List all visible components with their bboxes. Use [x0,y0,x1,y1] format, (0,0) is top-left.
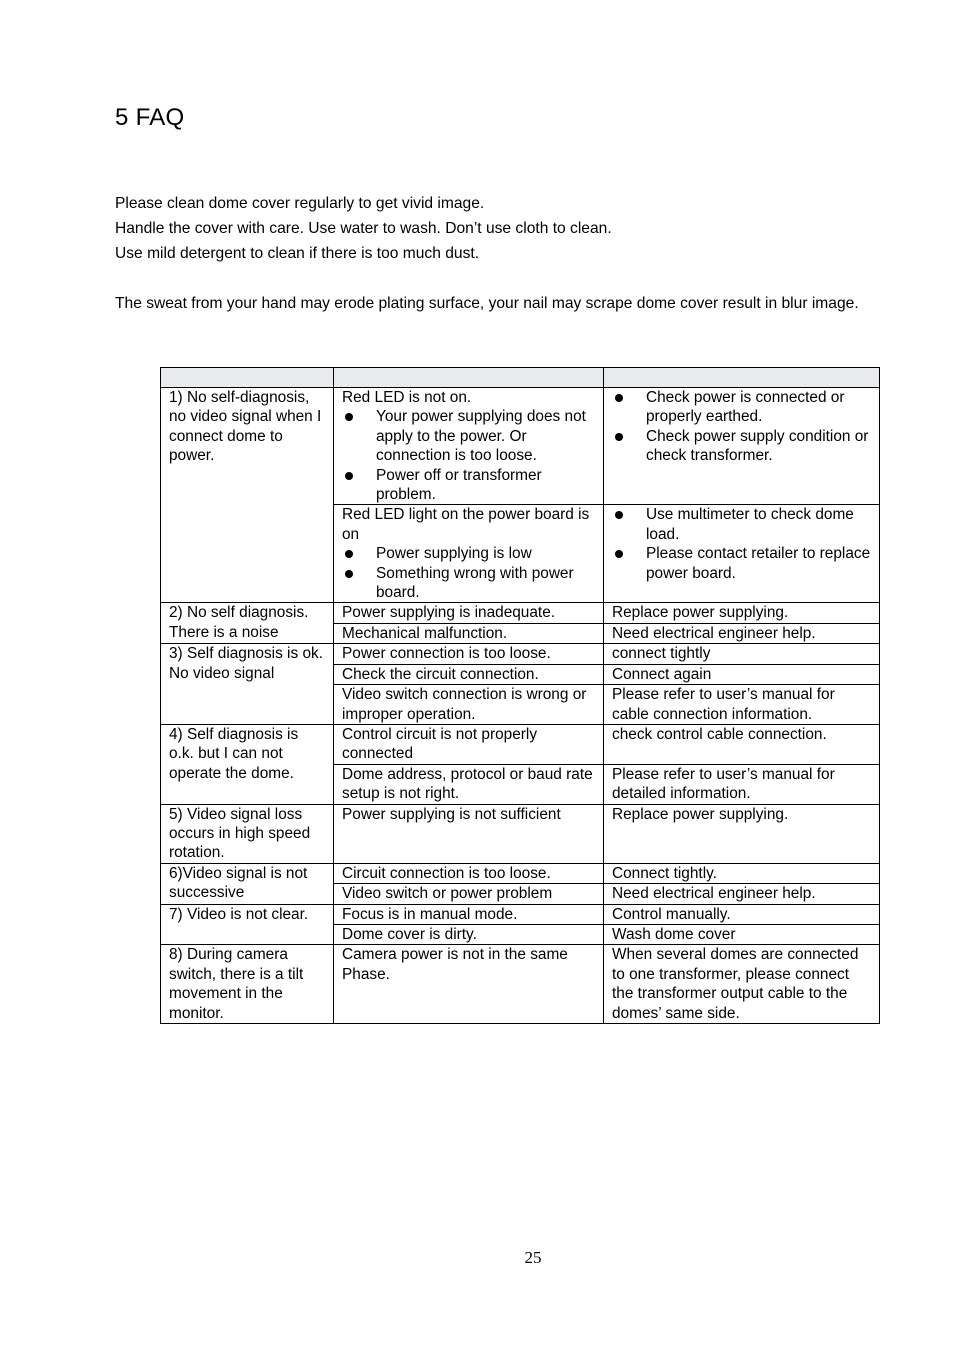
cause-text: Circuit connection is too loose. [342,864,551,882]
cause-text: Camera power is not in the same Phase. [342,946,568,983]
solution-cell [604,884,880,904]
solution-bullet-item: Use multimeter to check dome load. [612,505,873,544]
solution-cell [604,764,880,804]
table-row [161,603,880,623]
solution-bullet-list [612,505,873,583]
solution-text: Control manually. [612,905,731,923]
cause-text: Focus is in manual mode. [342,905,518,923]
table-row [161,945,880,1024]
solution-cell [604,505,880,603]
solution-bullet-item: Check power is connected or properly earthed. [612,388,873,427]
solution-text: Connect again [612,665,712,683]
faq-table [160,367,880,1024]
cause-cell [334,664,604,684]
page-number: 25 [524,1248,542,1267]
problem-cell: 6)Video signal is not successive [161,863,334,904]
solution-cell [604,623,880,643]
cause-text: Video switch or power problem [342,885,553,903]
table-row [161,904,880,924]
solution-cell [604,685,880,725]
solution-text: Please refer to user’s manual for cable connection information. [612,686,835,723]
cause-bullet-list [342,544,597,602]
cause-cell [334,904,604,924]
problem-cell: 1) No self-diagnosis, no video signal when I connect dome to power. [161,388,334,603]
solution-text: check control cable connection. [612,725,827,743]
cause-cell [334,388,604,505]
cause-cell [334,924,604,944]
problem-cell: 3) Self diagnosis is ok. No video signal [161,644,334,725]
solution-text: Connect tightly. [612,864,717,882]
cause-bullet-list [342,407,597,504]
cause-cell [334,603,604,623]
cause-cell [334,945,604,1024]
solution-bullet-list [612,388,873,466]
problem-cell: 5) Video signal loss occurs in high speed rotation. [161,804,334,863]
cause-text: Video switch connection is wrong or improper operation. [342,686,587,723]
cause-text: Dome cover is dirty. [342,925,477,943]
solution-cell [604,945,880,1024]
table-row [161,644,880,664]
problem-cell: 2) No self diagnosis. There is a noise [161,603,334,644]
solution-cell [604,388,880,505]
cause-cell [334,764,604,804]
cause-cell [334,804,604,863]
cause-cell [334,685,604,725]
solution-cell [604,724,880,764]
solution-cell [604,924,880,944]
cause-text: Power supplying is inadequate. [342,604,556,622]
solution-text: Need electrical engineer help. [612,885,816,903]
solution-cell [604,904,880,924]
solution-text: When several domes are connected to one transformer, please connect the transformer output cable to the domes’ same side. [612,946,859,1022]
cause-cell [334,724,604,764]
solution-text: Need electrical engineer help. [612,624,816,642]
cause-cell [334,884,604,904]
solution-bullet-item: Please contact retailer to replace power board. [612,544,873,583]
header-cell-cause [334,368,604,388]
cause-text: Power connection is too loose. [342,645,551,663]
cause-text: Check the circuit connection. [342,665,539,683]
maintenance-warning-paragraph: The sweat from your hand may erode plating surface, your nail may scrape dome cover result in blur image. [115,295,859,312]
solution-text: connect tightly [612,645,711,663]
table-row [161,724,880,764]
table-row [161,804,880,863]
header-cell-solution [604,368,880,388]
problem-cell: 8) During camera switch, there is a tilt movement in the monitor. [161,945,334,1024]
problem-cell: 4) Self diagnosis is o.k. but I can not operate the dome. [161,724,334,804]
cause-cell [334,863,604,883]
cause-text: Mechanical malfunction. [342,624,508,642]
maintenance-paragraph-2: Handle the cover with care. Use water to wash. Don’t use cloth to clean. [115,220,612,237]
solution-cell [604,644,880,664]
cause-text: Power supplying is not sufficient [342,805,561,823]
faq-table-body [161,388,880,1024]
solution-text: Replace power supplying. [612,805,789,823]
cause-text: Red LED light on the power board is on [342,506,590,543]
header-cell-problem [161,368,334,388]
cause-text: Red LED is not on. [342,389,472,406]
section-heading: 5 FAQ [115,104,185,131]
solution-text: Replace power supplying. [612,604,789,622]
solution-cell [604,804,880,863]
maintenance-paragraph-3: Use mild detergent to clean if there is too much dust. [115,245,480,262]
solution-bullet-item: Check power supply condition or check transformer. [612,427,873,466]
solution-text: Please refer to user’s manual for detailed information. [612,765,835,803]
cause-bullet-item: Power supplying is low [342,544,597,563]
maintenance-paragraph-1: Please clean dome cover regularly to get vivid image. [115,195,485,212]
cause-bullet-item: Something wrong with power board. [342,564,597,603]
cause-bullet-item: Power off or transformer problem. [342,466,597,505]
cause-cell [334,644,604,664]
table-row [161,863,880,883]
problem-cell: 7) Video is not clear. [161,904,334,945]
cause-cell [334,505,604,603]
table-row [161,388,880,505]
solution-cell [604,664,880,684]
cause-text: Dome address, protocol or baud rate setup is not right. [342,765,593,803]
table-header-row [161,368,880,388]
cause-cell [334,623,604,643]
solution-cell [604,603,880,623]
solution-cell [604,863,880,883]
solution-text: Wash dome cover [612,925,736,943]
cause-text: Control circuit is not properly connected [342,725,538,763]
cause-bullet-item: Your power supplying does not apply to the power. Or connection is too loose. [342,407,597,465]
